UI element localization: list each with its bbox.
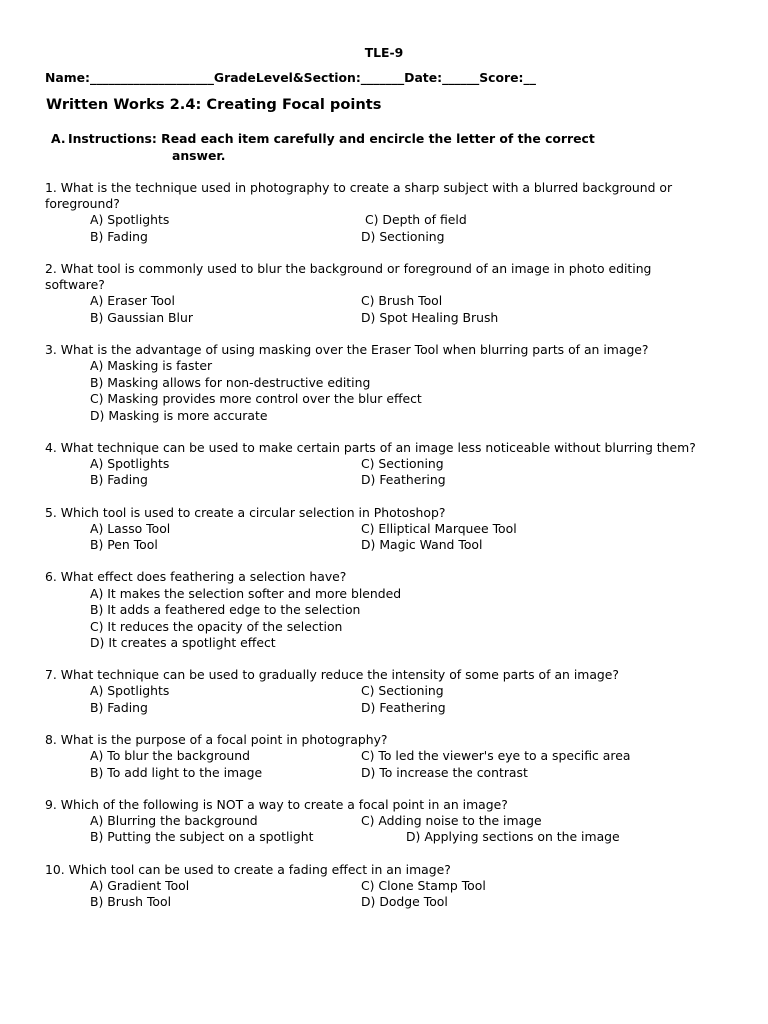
question-1-option-d: D) Sectioning [361,229,445,244]
question-7-option-b: B) Fading [90,700,148,715]
question-5-text: 5. Which tool is used to create a circular selection in Photoshop? [45,505,446,520]
question-1-text-cont: foreground? [45,196,120,211]
question-1-text: 1. What is the technique used in photography to create a sharp subject with a blurred background or [45,180,673,195]
question-3-option-c: C) Masking provides more control over the blur effect [90,391,422,406]
question-8-option-d: D) To increase the contrast [361,765,528,780]
question-9-option-d: D) Applying sections on the image [406,829,620,844]
question-9-text: 9. Which of the following is NOT a way to create a focal point in an image? [45,797,508,812]
question-2-option-b: B) Gaussian Blur [90,310,193,325]
question-5-option-a: A) Lasso Tool [90,521,171,536]
question-3-option-d: D) Masking is more accurate [90,408,268,423]
question-4-option-b: B) Fading [90,472,148,487]
question-5-option-c: C) Elliptical Marquee Tool [361,521,517,536]
student-info-line: Name:____________________GradeLevel&Section:_______Date:______Score:__ [45,70,536,85]
question-1-option-b: B) Fading [90,229,148,244]
question-7-option-c: C) Sectioning [361,683,444,698]
question-6-option-c: C) It reduces the opacity of the selection [90,619,343,634]
question-9-option-c: C) Adding noise to the image [361,813,542,828]
question-10-option-b: B) Brush Tool [90,894,172,909]
question-5-option-b: B) Pen Tool [90,537,158,552]
question-6-text: 6. What effect does feathering a selection have? [45,569,347,584]
question-10-text: 10. Which tool can be used to create a fading effect in an image? [45,862,451,877]
question-8-option-b: B) To add light to the image [90,765,263,780]
question-9-option-a: A) Blurring the background [90,813,258,828]
question-6-option-a: A) It makes the selection softer and more blended [90,586,402,601]
question-3-option-a: A) Masking is faster [90,358,213,373]
question-7-text: 7. What technique can be used to gradually reduce the intensity of some parts of an image? [45,667,619,682]
question-9-option-b: B) Putting the subject on a spotlight [90,829,314,844]
question-4-option-a: A) Spotlights [90,456,170,471]
question-6-option-d: D) It creates a spotlight effect [90,635,276,650]
question-2-option-a: A) Eraser Tool [90,293,175,308]
question-3-text: 3. What is the advantage of using masking over the Eraser Tool when blurring parts of an image? [45,342,649,357]
question-10-option-a: A) Gradient Tool [90,878,190,893]
instructions-line-1: Instructions: Read each item carefully and encircle the letter of the correct [68,131,595,146]
question-6-option-b: B) It adds a feathered edge to the selection [90,602,361,617]
question-4-text: 4. What technique can be used to make certain parts of an image less noticeable without blurring them? [45,440,696,455]
question-10-option-c: C) Clone Stamp Tool [361,878,486,893]
question-2-option-c: C) Brush Tool [361,293,443,308]
question-7-option-d: D) Feathering [361,700,446,715]
question-2-text: 2. What tool is commonly used to blur the background or foreground of an image in photo editing [45,261,652,276]
worksheet-heading: Written Works 2.4: Creating Focal points [46,96,382,113]
question-4-option-d: D) Feathering [361,472,446,487]
subject-title: TLE-9 [364,45,404,60]
instructions-letter: A. [51,131,66,146]
question-2-text-cont: software? [45,277,105,292]
question-10-option-d: D) Dodge Tool [361,894,448,909]
question-1-option-a: A) Spotlights [90,212,170,227]
question-7-option-a: A) Spotlights [90,683,170,698]
question-2-option-d: D) Spot Healing Brush [361,310,499,325]
question-3-option-b: B) Masking allows for non-destructive editing [90,375,371,390]
question-8-option-c: C) To led the viewer's eye to a specific area [361,748,631,763]
question-1-option-c: C) Depth of field [365,212,467,227]
question-8-option-a: A) To blur the background [90,748,250,763]
question-5-option-d: D) Magic Wand Tool [361,537,483,552]
question-4-option-c: C) Sectioning [361,456,444,471]
question-8-text: 8. What is the purpose of a focal point in photography? [45,732,388,747]
instructions-line-2: answer. [172,148,226,163]
